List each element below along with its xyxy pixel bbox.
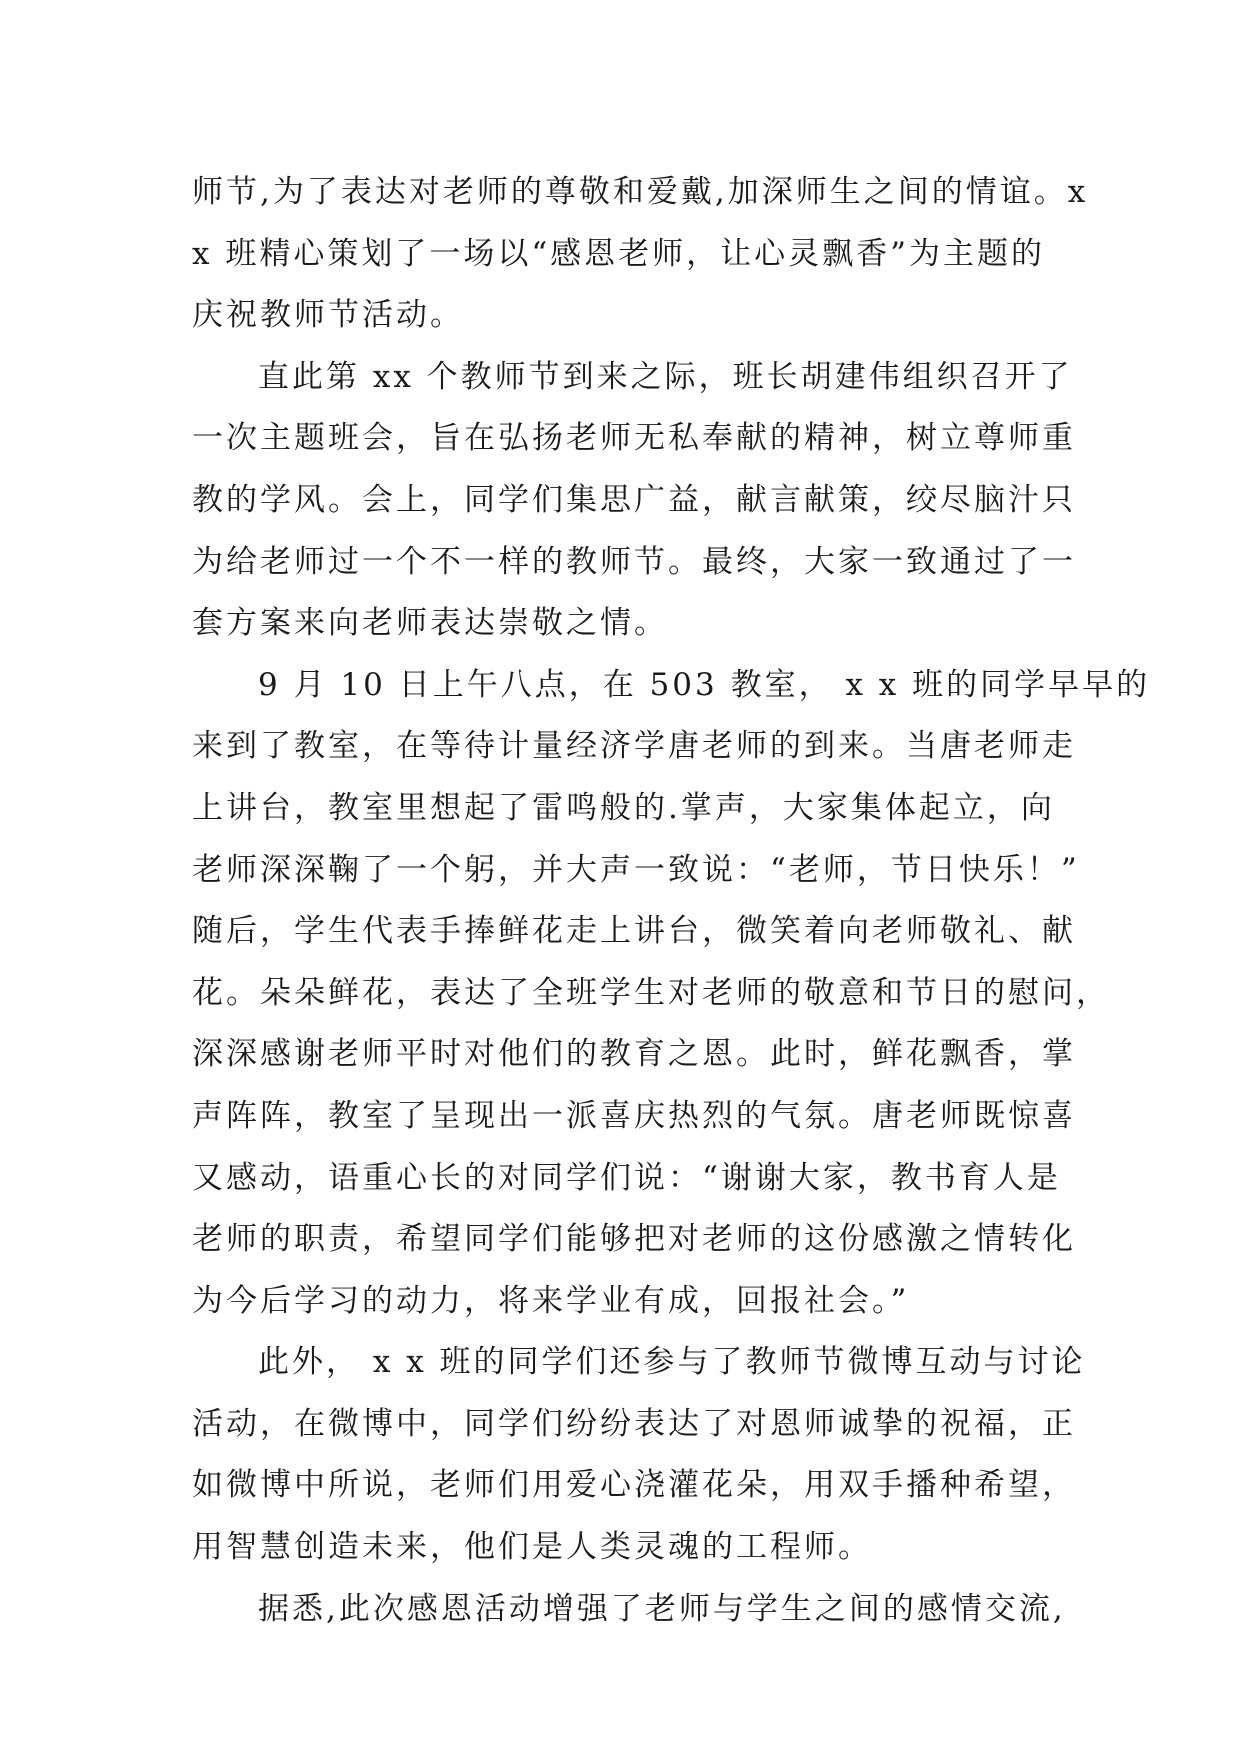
text-line: 一次主题班会，旨在弘扬老师无私奉献的精神，树立尊师重 (192, 420, 1076, 457)
text-line: 上讲台，教室里想起了雷鸣般的.掌声，大家集体起立，向 (192, 789, 1055, 826)
text-line: 花。朵朵鲜花，表达了全班学生对老师的敬意和节日的慰问， (192, 974, 1110, 1011)
text-line: 庆祝教师节活动。 (192, 297, 464, 334)
text-line: 声阵阵，教室了呈现出一派喜庆热烈的气氛。唐老师既惊喜 (192, 1097, 1076, 1134)
text-line: 如微博中所说，老师们用爱心浇灌花朵，用双手播种希望， (192, 1467, 1076, 1504)
text-line: 师节,为了表达对老师的尊敬和爱戴,加深师生之间的情谊。x (192, 174, 1089, 210)
text-line: 又感动，语重心长的对同学们说：“谢谢大家，教书育人是 (192, 1159, 1061, 1196)
text-line: 教的学风。会上，同学们集思广益，献言献策，绞尽脑汁只 (192, 481, 1076, 518)
text-line: 老师深深鞠了一个躬，并大声一致说：“老师，节日快乐！” (192, 851, 1080, 888)
paragraph-start-line: 此外， x x 班的同学们还参与了教师节微博互动与讨论 (258, 1344, 1086, 1381)
text-line: 用智慧创造未来，他们是人类灵魂的工程师。 (192, 1529, 872, 1566)
paragraph-start-line: 据悉,此次感恩活动增强了老师与学生之间的感情交流, (258, 1590, 1066, 1627)
text-line: 随后，学生代表手捧鲜花走上讲台，微笑着向老师敬礼、献 (192, 913, 1076, 950)
paragraph-start-line: 9 月 10 日上午八点，在 503 教室， x x 班的同学早早的 (258, 666, 1151, 703)
text-line: 为给老师过一个不一样的教师节。最终，大家一致通过了一 (192, 543, 1076, 580)
text-line: x 班精心策划了一场以“感恩老师，让心灵飘香”为主题的 (192, 235, 1046, 272)
text-line: 为今后学习的动力，将来学业有成，回报社会。” (192, 1282, 910, 1319)
text-line: 来到了教室，在等待计量经济学唐老师的到来。当唐老师走 (192, 728, 1076, 765)
article-body (192, 162, 1151, 1640)
paragraph-start-line: 直此第 xx 个教师节到来之际，班长胡建伟组织召开了 (258, 358, 1073, 395)
text-line: 套方案来向老师表达崇敬之情。 (192, 605, 668, 642)
text-line: 深深感谢老师平时对他们的教育之恩。此时，鲜花飘香，掌 (192, 1036, 1076, 1073)
text-line: 活动，在微博中，同学们纷纷表达了对恩师诚挚的祝福，正 (192, 1405, 1076, 1442)
text-line: 老师的职责，希望同学们能够把对老师的这份感激之情转化 (192, 1221, 1076, 1258)
